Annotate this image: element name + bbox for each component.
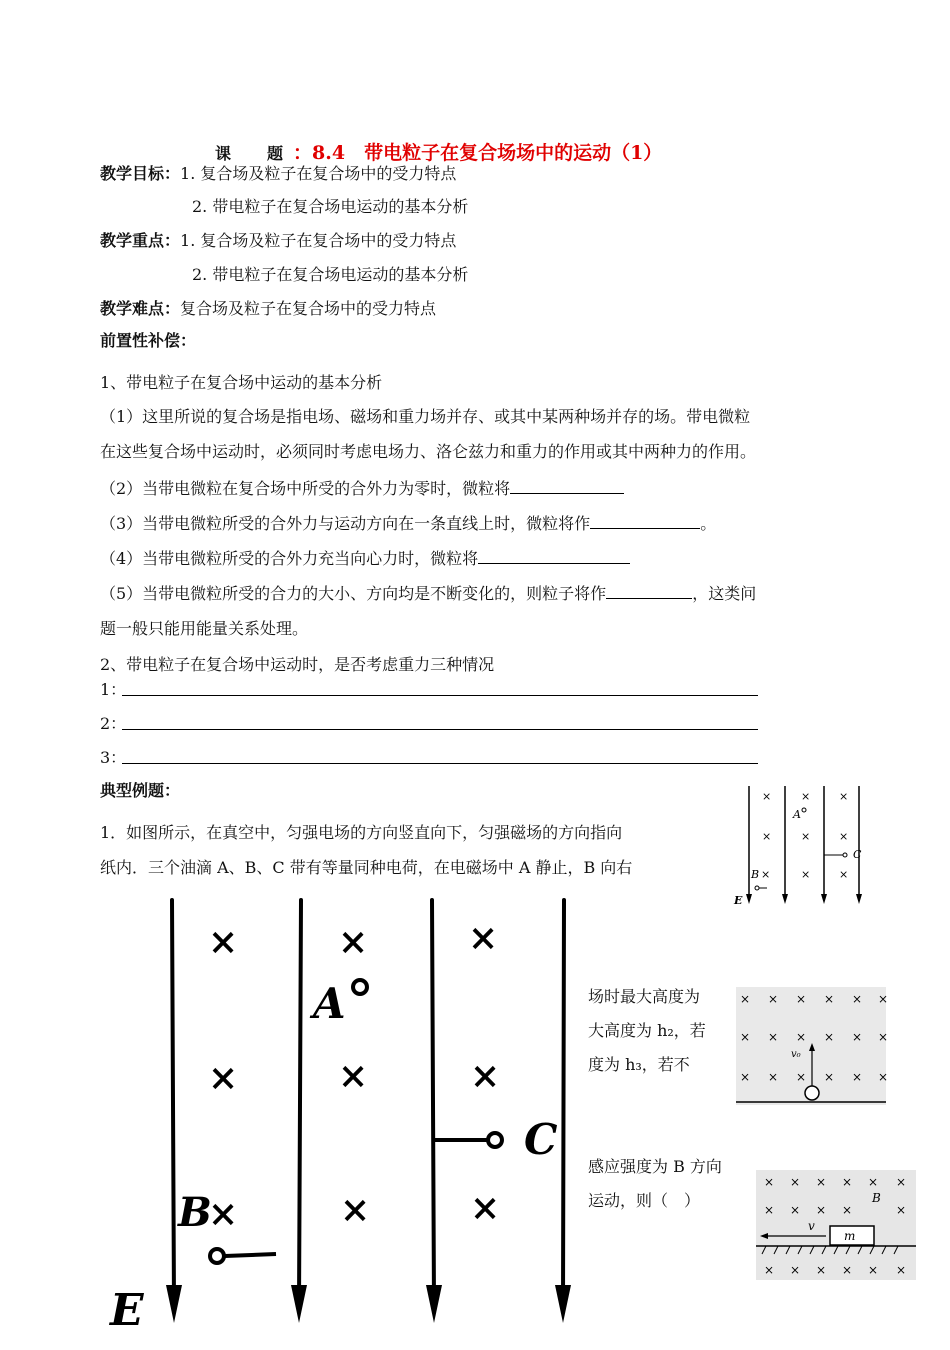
label-b-field: B xyxy=(872,1191,881,1205)
fragment-text: 场时最大高度为 xyxy=(588,987,701,1006)
fragment-text: 大高度为 h₂，若 xyxy=(588,1021,706,1040)
label-b: B xyxy=(178,1189,212,1236)
launch-figure xyxy=(736,987,889,1107)
svg-text:×: × xyxy=(764,1263,775,1277)
section1-p2 xyxy=(100,477,624,500)
small-field-figure xyxy=(733,782,868,910)
section1-p1-line2: 在这些复合场中运动时，必须同时考虑电场力、洛仑兹力和重力的作用或其中两种力的作用。 xyxy=(100,442,757,461)
label-c: C xyxy=(524,1115,558,1164)
svg-text:×: × xyxy=(768,992,779,1006)
answer-line-3[interactable] xyxy=(122,763,758,764)
svg-text:×: × xyxy=(338,921,369,963)
section1-p2-text: （2）当带电微粒在复合场中所受的合外力为零时，微粒将 xyxy=(100,479,511,498)
section1-p4-text: （4）当带电微粒所受的合外力充当向心力时，微粒将 xyxy=(100,549,479,568)
svg-text:×: × xyxy=(824,1030,835,1044)
svg-text:×: × xyxy=(842,1175,853,1189)
svg-text:×: × xyxy=(816,1203,827,1217)
svg-text:×: × xyxy=(816,1263,827,1277)
section2-heading: 2、带电粒子在复合场中运动时，是否考虑重力三种情况 xyxy=(100,655,495,674)
svg-text:×: × xyxy=(878,992,889,1006)
svg-text:×: × xyxy=(878,1070,889,1084)
svg-text:×: × xyxy=(801,790,811,803)
svg-text:×: × xyxy=(824,992,835,1006)
section1-p5-line1 xyxy=(100,582,756,605)
svg-text:×: × xyxy=(768,1030,779,1044)
svg-text:×: × xyxy=(801,830,811,843)
examples-label: 典型例题： xyxy=(100,781,181,800)
section1-heading: 1、带电粒子在复合场中运动的基本分析 xyxy=(100,373,383,392)
svg-text:×: × xyxy=(764,1203,775,1217)
answer-blank[interactable] xyxy=(510,477,624,494)
svg-text:×: × xyxy=(468,917,499,959)
svg-text:×: × xyxy=(868,1175,879,1189)
svg-text:×: × xyxy=(208,921,239,963)
section1-p4 xyxy=(100,547,630,570)
key-points-label: 教学重点： xyxy=(100,231,181,250)
svg-text:×: × xyxy=(762,790,772,803)
svg-text:×: × xyxy=(208,1057,239,1099)
svg-text:×: × xyxy=(852,1070,863,1084)
svg-text:×: × xyxy=(839,830,849,843)
svg-text:×: × xyxy=(470,1055,501,1097)
title-text: 8.4 带电粒子在复合场场中的运动（1） xyxy=(312,142,663,164)
answer-blank[interactable] xyxy=(590,512,700,529)
objectives-label: 教学目标： xyxy=(100,164,181,183)
label-e: E xyxy=(734,894,743,907)
svg-text:×: × xyxy=(740,1030,751,1044)
section1-p1-line1: （1）这里所说的复合场是指电场、磁场和重力场并存、或其中某两种场并存的场。带电微粒 xyxy=(100,407,751,426)
section1-p5-text: （5）当带电微粒所受的合力的大小、方向均是不断变化的，则粒子将作 xyxy=(100,584,607,603)
svg-text:×: × xyxy=(816,1175,827,1189)
question1-line2: 纸内．三个油滴 A、B、C 带有等量同种电荷，在电磁场中 A 静止，B 向右 xyxy=(100,858,633,877)
label-e: E xyxy=(110,1285,144,1336)
label-a: A xyxy=(793,808,801,821)
label-a: A xyxy=(313,979,346,1028)
objective-item: 1. 复合场及粒子在复合场中的受力特点 xyxy=(180,164,457,183)
label-v: v xyxy=(808,1219,815,1233)
svg-text:×: × xyxy=(824,1070,835,1084)
svg-text:×: × xyxy=(896,1263,907,1277)
label-b: B xyxy=(751,868,760,881)
svg-text:×: × xyxy=(842,1263,853,1277)
label-c: C xyxy=(853,848,862,861)
svg-text:×: × xyxy=(796,992,807,1006)
key-point-item: 2. 带电粒子在复合场电运动的基本分析 xyxy=(192,265,469,284)
objective-item: 2. 带电粒子在复合场电运动的基本分析 xyxy=(192,197,469,216)
svg-text:×: × xyxy=(896,1203,907,1217)
svg-text:×: × xyxy=(839,790,849,803)
svg-text:×: × xyxy=(790,1263,801,1277)
block-figure xyxy=(756,1170,916,1282)
svg-text:×: × xyxy=(761,868,771,881)
label-v0: v₀ xyxy=(791,1049,801,1060)
svg-text:×: × xyxy=(878,1030,889,1044)
svg-text:×: × xyxy=(790,1175,801,1189)
question1-line1: 1．如图所示，在真空中，匀强电场的方向竖直向下，匀强磁场的方向指向 xyxy=(100,823,623,842)
answer-line-2[interactable] xyxy=(122,729,758,730)
svg-text:×: × xyxy=(842,1203,853,1217)
svg-text:×: × xyxy=(801,868,811,881)
svg-text:×: × xyxy=(852,992,863,1006)
difficulty-label: 教学难点： xyxy=(100,299,181,318)
svg-text:×: × xyxy=(208,1193,239,1235)
fragment-text: 度为 h₃，若不 xyxy=(588,1055,690,1074)
section1-p3-end: 。 xyxy=(700,514,717,533)
section1-p3 xyxy=(100,512,716,535)
objectives-row-1 xyxy=(100,163,456,185)
difficulty-row xyxy=(100,298,436,320)
svg-text:×: × xyxy=(762,830,772,843)
svg-text:×: × xyxy=(338,1055,369,1097)
title-label: 课 题 xyxy=(215,144,294,163)
section1-p5-line2: 题一般只能用能量关系处理。 xyxy=(100,619,309,638)
case-label-1: 1： xyxy=(100,680,127,699)
svg-text:×: × xyxy=(740,992,751,1006)
svg-text:×: × xyxy=(764,1175,775,1189)
svg-text:×: × xyxy=(340,1189,371,1231)
svg-text:×: × xyxy=(470,1187,501,1229)
svg-text:×: × xyxy=(868,1263,879,1277)
svg-text:×: × xyxy=(796,1070,807,1084)
svg-text:×: × xyxy=(896,1175,907,1189)
fragment-text: 运动，则（ ） xyxy=(588,1191,701,1210)
case-label-2: 2： xyxy=(100,714,127,733)
large-field-figure xyxy=(108,890,588,1335)
fragment-text: 感应强度为 B 方向 xyxy=(588,1157,722,1176)
key-points-row-1 xyxy=(100,230,456,252)
case-label-3: 3： xyxy=(100,748,127,767)
answer-line-1[interactable] xyxy=(122,695,758,696)
svg-text:×: × xyxy=(790,1203,801,1217)
key-point-item: 1. 复合场及粒子在复合场中的受力特点 xyxy=(180,231,457,250)
prereq-label: 前置性补偿： xyxy=(100,331,197,350)
label-m: m xyxy=(844,1229,856,1243)
svg-text:×: × xyxy=(852,1030,863,1044)
answer-blank[interactable] xyxy=(606,582,692,599)
page-title xyxy=(215,138,662,165)
title-colon: ： xyxy=(293,142,313,164)
svg-text:×: × xyxy=(796,1030,807,1044)
svg-text:×: × xyxy=(740,1070,751,1084)
answer-blank[interactable] xyxy=(478,547,630,564)
section1-p3-text: （3）当带电微粒所受的合外力与运动方向在一条直线上时，微粒将作 xyxy=(100,514,591,533)
svg-text:×: × xyxy=(768,1070,779,1084)
svg-text:×: × xyxy=(839,868,849,881)
section1-p5-end: ，这类问 xyxy=(692,584,757,603)
difficulty-text: 复合场及粒子在复合场中的受力特点 xyxy=(180,299,437,318)
